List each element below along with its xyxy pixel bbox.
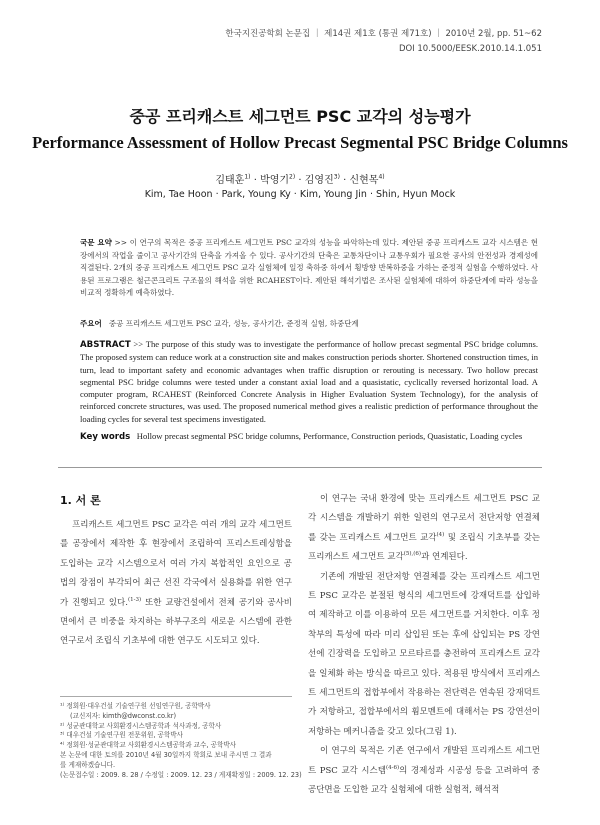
body-column-left: [60, 516, 292, 652]
keywords-english: [80, 431, 550, 442]
abstract-korean-label: 국문 요약: [80, 238, 112, 247]
abstract-arrows: >>: [111, 238, 130, 247]
body-text: 이 연구의 목적은 기존 연구에서 개발된 프리캐스트 세그먼트 PSC 교각 시스템: [308, 746, 540, 776]
footnote-item: ²⁾ 성균관대학교 사회환경시스템공학과 석사과정, 공학사: [60, 721, 222, 730]
abstract-english-label: ABSTRACT: [80, 340, 131, 350]
abstract-english: [80, 338, 538, 425]
author-mark: 4): [378, 173, 385, 181]
abstract-korean: [80, 237, 538, 300]
footnotes: [60, 702, 302, 780]
keywords-korean-label: 주요어: [80, 319, 102, 328]
author-mark: 1): [244, 173, 251, 181]
paper-title-korean: 중공 프리캐스트 세그먼트 PSC 교각의 성능평가: [129, 107, 471, 126]
keywords-english-text: Hollow precast segmental PSC bridge columns, Performance, Construction periods, Quasistatic, Loading cycles: [136, 431, 523, 441]
citation-mark: (5),(6): [403, 551, 422, 558]
body-paragraph: [60, 516, 292, 652]
doi-line: DOI 10.5000/EESK.2010.14.1.051: [398, 44, 542, 54]
keywords-korean-text: 중공 프리캐스트 세그먼트 PSC 교각, 성능, 공사기간, 준정적 실험, 하중단계: [108, 319, 359, 328]
journal-header: 한국지진공학회 논문집 ｜ 제14권 제1호 (통권 제71호) ｜ 2010년 2월, pp. 51~62: [225, 29, 542, 39]
author-name: 박영기: [260, 175, 290, 186]
footnote-item: 를 게재하겠습니다.: [60, 760, 116, 769]
section-heading: 1. 서 론: [60, 494, 101, 507]
body-text: 이 연구는 국내 환경에 맞는 프리캐스트 세그먼트 PSC 교각 시스템을 개발하기 위한 일련의 연구로서 전단저항 연결체를 갖는 프리캐스트 세그먼트 교각: [308, 494, 540, 543]
footnote-divider: [60, 696, 292, 697]
author-separator: ·: [339, 175, 350, 186]
body-column-right: [308, 490, 540, 801]
body-text: 또한 교량건설에서 전체 공기와 공사비 면에서 큰 비중을 차지하는 하부구조의 새로운 시스템에 관한 연구로서 조립식 기초부에 대한 연구도 시도되고 있다.: [60, 597, 292, 647]
keywords-korean: [80, 318, 538, 329]
footnote-item: ¹⁾ 정회원·대우건설 기술연구원 선임연구원, 공학박사: [60, 702, 211, 710]
authors-english: Kim, Tae Hoon · Park, Young Ky · Kim, Young Jin · Shin, Hyun Mock: [144, 189, 456, 200]
footnote-item: ³⁾ 대우건설 기술연구원 전문위원, 공학박사: [60, 731, 184, 740]
abstract-english-text: The purpose of this study was to investigate the performance of hollow precast segmental PSC bridge columns. The proposed system can reduce work at a construction site and makes construction periods shorter. Shortened construction times, in turn, lead to important safety and economic advantages when traffic disruption or rerouting is necessary. Two hollow precast segmental PSC bridge columns were tested under a constant axial load and a quasistatic, cyclically reversed horizontal load. A computer program, RCAHEST (Reinforced Concrete Analysis in Higher Evaluation System Technology), for the analysis of reinforced concrete structures, was used. The proposed numerical method gives a realistic prediction of performance throughout the loading cycles for several test specimens investigated.: [80, 339, 538, 424]
citation-mark: (4): [436, 531, 445, 538]
citation-mark: (4-6): [385, 764, 400, 771]
footnote-item: 본 논문에 대한 토의를 2010년 4월 30일까지 학회로 보내 주시면 그 결과: [60, 750, 272, 759]
footnote-item: (교신저자: kimth@dwconst.co.kr): [70, 711, 177, 720]
author-mark: 2): [289, 173, 296, 181]
citation-mark: (1-3): [127, 596, 142, 603]
keywords-english-label: Key words: [80, 432, 131, 442]
footnote-item: (논문접수일 : 2009. 8. 28 / 수정일 : 2009. 12. 23 / 게재확정일 : 2009. 12. 23): [60, 770, 302, 779]
abstract-arrows: >>: [130, 339, 146, 349]
section-divider: [58, 467, 542, 468]
body-text: 의 경제성과 시공성 등을 고려하여 중공단면을 도입한 교각 실험체에 대한 실험적, 해석적: [308, 765, 540, 796]
author-mark: 3): [333, 173, 340, 181]
author-name: 김태훈: [215, 175, 245, 186]
paper-title-english: Performance Assessment of Hollow Precast Segmental PSC Bridge Columns: [32, 133, 568, 152]
body-paragraph: [308, 742, 540, 800]
author-name: 신현목: [349, 175, 379, 186]
body-text: 과 연계된다.: [421, 552, 468, 563]
body-text: 및 조립식 기초부를 갖는 프리캐스트 세그먼트 교각: [308, 532, 541, 563]
body-paragraph: 기존에 개발된 전단저항 연결체를 갖는 프리캐스트 세그먼트 PSC 교각은 분절된 형식의 세그먼트에 강재덕트를 삽입하여 제작하고 이를 이용하여 모든 세그먼트를 거치한다. 이후 정착부의 특성에 따라 미리 삽입된 또는 후에 삽입되는 PS 강연선에 긴장력을 도입하고 모르타르를 충전하여 프리캐스트 교각을 일체화 하는 방식을 따르고 있다. 적용된 방식에서 프리캐스트 세그먼트의 접합부에서 작용하는 전단력은 연속된 강재덕트가 저항하고, 접합부에서의 휨모멘트에 대해서는 PS 강연선이 저항하는 메커니즘을 갖고 있다(그림 1).: [308, 571, 540, 737]
author-separator: ·: [250, 175, 261, 186]
body-text: 프리캐스트 세그먼트 PSC 교각은 여러 개의 교각 세그먼트를 공장에서 제작한 후 현장에서 조립하여 프리스트레싱함을 도입하는 교각 시스템으로서 여러 가지 복합적인 요인으로 공법의 장점이 부각되어 최근 선진 각국에서 실용화를 위한 연구가 진행되고 있다.: [60, 520, 292, 608]
abstract-korean-text: 이 연구의 목적은 중공 프리캐스트 세그먼트 PSC 교각의 성능을 파악하는데 있다. 제안된 중공 프리캐스트 교각 시스템은 현장에서의 작업을 줄이고 공사기간의 단축을 가져올 수 있다. 공사기간의 단축은 교통차단이나 교통우회가 필요한 공사의 안전성과 경제성에 직결된다. 2개의 중공 프리캐스트 세그먼트 PSC 교각 실험체에 일정 축하중 하에서 횡방향 반복하중을 가하는 준정적 실험을 수행하였다. 사용된 프로그램은 철근콘크리트 구조물의 해석을 위한 RCAHEST이다. 제안된 해석기법은 조사된 실험체에 대하여 하중단계에 따라 성능을 비교적 정확하게 예측하였다.: [80, 238, 539, 297]
body-paragraph: [308, 490, 540, 568]
footnote-item: ⁴⁾ 정회원·성균관대학교 사회환경시스템공학과 교수, 공학박사: [60, 741, 237, 750]
author-name: 김영진: [304, 175, 334, 186]
authors-korean: [0, 171, 600, 186]
author-separator: ·: [295, 175, 305, 186]
